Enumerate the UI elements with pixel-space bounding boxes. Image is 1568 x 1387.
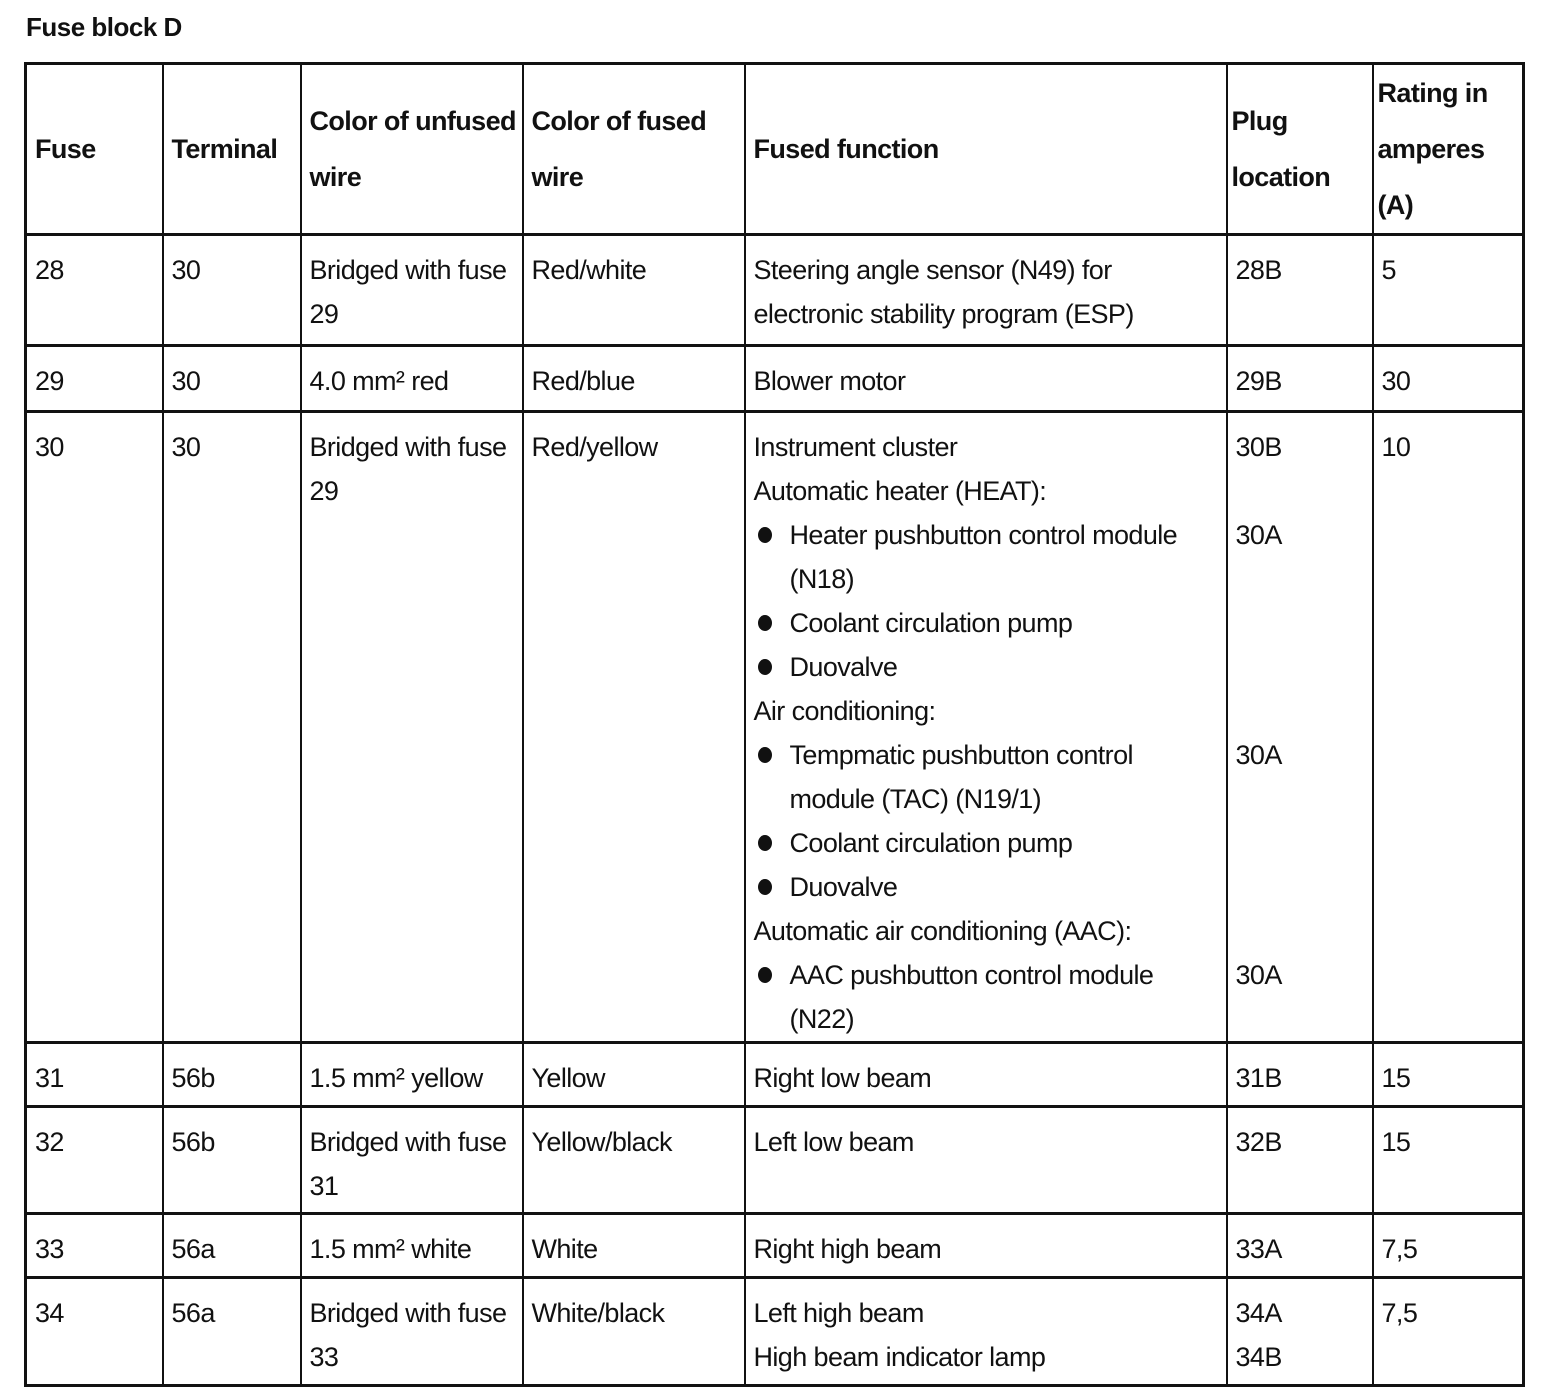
function-bullet-item: AAC pushbutton control module (N22) <box>754 953 1220 1041</box>
header-row <box>26 64 1524 235</box>
header-function: Fused function <box>745 64 1227 235</box>
cell-unfused: Bridged with fuse 29 <box>301 412 523 1043</box>
plug-value: 34A <box>1235 1298 1282 1328</box>
table-row <box>26 1214 1524 1278</box>
cell-fused: Red/white <box>523 235 745 346</box>
cell-rating: 5 <box>1373 235 1524 346</box>
cell-fuse: 31 <box>26 1043 163 1107</box>
function-line: Left high beam <box>753 1298 924 1328</box>
cell-rating: 7,5 <box>1373 1278 1524 1386</box>
cell-rating: 15 <box>1373 1043 1524 1107</box>
cell-plug: 33A <box>1227 1214 1373 1278</box>
cell-plug: 28B <box>1227 235 1373 346</box>
cell-fuse: 32 <box>26 1107 163 1214</box>
page-title: Fuse block D <box>26 12 182 42</box>
cell-function: Left low beam <box>745 1107 1227 1214</box>
function-line: High beam indicator lamp <box>753 1342 1046 1372</box>
cell-unfused: 1.5 mm² white <box>301 1214 523 1278</box>
table-row <box>26 1107 1524 1214</box>
cell-fuse: 28 <box>26 235 163 346</box>
cell-unfused: 1.5 mm² yellow <box>301 1043 523 1107</box>
cell-function: Right low beam <box>745 1043 1227 1107</box>
cell-function <box>745 1278 1227 1386</box>
cell-fused: White/black <box>523 1278 745 1386</box>
cell-fuse: 33 <box>26 1214 163 1278</box>
cell-terminal: 30 <box>163 235 301 346</box>
cell-fused: Red/yellow <box>523 412 745 1043</box>
cell-plug: 31B <box>1227 1043 1373 1107</box>
cell-rating: 10 <box>1373 412 1524 1043</box>
table-row <box>26 235 1524 346</box>
cell-plug <box>1227 1278 1373 1386</box>
cell-fuse: 34 <box>26 1278 163 1386</box>
cell-terminal: 30 <box>163 412 301 1043</box>
cell-fused: White <box>523 1214 745 1278</box>
function-bullet-item: Tempmatic pushbutton control module (TAC) (N19/1) <box>754 733 1220 821</box>
cell-rating: 15 <box>1373 1107 1524 1214</box>
plug-value: 34B <box>1235 1342 1282 1372</box>
header-rating: Rating in amperes (A) <box>1373 64 1524 235</box>
table-row <box>26 1278 1524 1386</box>
table-row <box>26 1043 1524 1107</box>
header-unfused: Color of unfused wire <box>301 64 523 235</box>
cell-fuse: 30 <box>26 412 163 1043</box>
function-line: Instrument cluster <box>753 432 958 462</box>
cell-plug <box>1227 412 1373 1043</box>
cell-plug: 32B <box>1227 1107 1373 1214</box>
cell-function <box>745 412 1227 1043</box>
cell-function: Steering angle sensor (N49) for electronic stability program (ESP) <box>745 235 1227 346</box>
plug-value: 30B <box>1235 432 1282 462</box>
fuse-table <box>24 62 1525 1387</box>
cell-terminal: 56a <box>163 1214 301 1278</box>
cell-function: Right high beam <box>745 1214 1227 1278</box>
cell-fused: Red/blue <box>523 346 745 412</box>
cell-terminal: 30 <box>163 346 301 412</box>
cell-function: Blower motor <box>745 346 1227 412</box>
function-bullet-item: Coolant circulation pump <box>754 821 1220 865</box>
cell-unfused: Bridged with fuse 29 <box>301 235 523 346</box>
function-bullet-item: Coolant circulation pump <box>754 601 1220 645</box>
table-row <box>26 346 1524 412</box>
cell-unfused: 4.0 mm² red <box>301 346 523 412</box>
cell-rating: 7,5 <box>1373 1214 1524 1278</box>
header-fuse: Fuse <box>26 64 163 235</box>
plug-value: 30A <box>1235 520 1282 550</box>
header-fused: Color of fused wire <box>523 64 745 235</box>
function-bullet-item: Duovalve <box>754 865 1220 909</box>
cell-terminal: 56a <box>163 1278 301 1386</box>
plug-value: 30A <box>1235 960 1282 990</box>
cell-rating: 30 <box>1373 346 1524 412</box>
cell-fuse: 29 <box>26 346 163 412</box>
cell-unfused: Bridged with fuse 33 <box>301 1278 523 1386</box>
plug-value: 30A <box>1235 740 1282 770</box>
cell-terminal: 56b <box>163 1043 301 1107</box>
function-line: Automatic air conditioning (AAC): <box>753 916 1132 946</box>
function-bullet-item: Duovalve <box>754 645 1220 689</box>
cell-terminal: 56b <box>163 1107 301 1214</box>
cell-unfused: Bridged with fuse 31 <box>301 1107 523 1214</box>
cell-plug: 29B <box>1227 346 1373 412</box>
cell-fused: Yellow/black <box>523 1107 745 1214</box>
header-terminal: Terminal <box>163 64 301 235</box>
function-line: Automatic heater (HEAT): <box>753 476 1047 506</box>
cell-fused: Yellow <box>523 1043 745 1107</box>
function-bullet-item: Heater pushbutton control module (N18) <box>754 513 1220 601</box>
table-row <box>26 412 1524 1043</box>
function-line: Air conditioning: <box>753 696 936 726</box>
header-plug: Plug location <box>1227 64 1373 235</box>
